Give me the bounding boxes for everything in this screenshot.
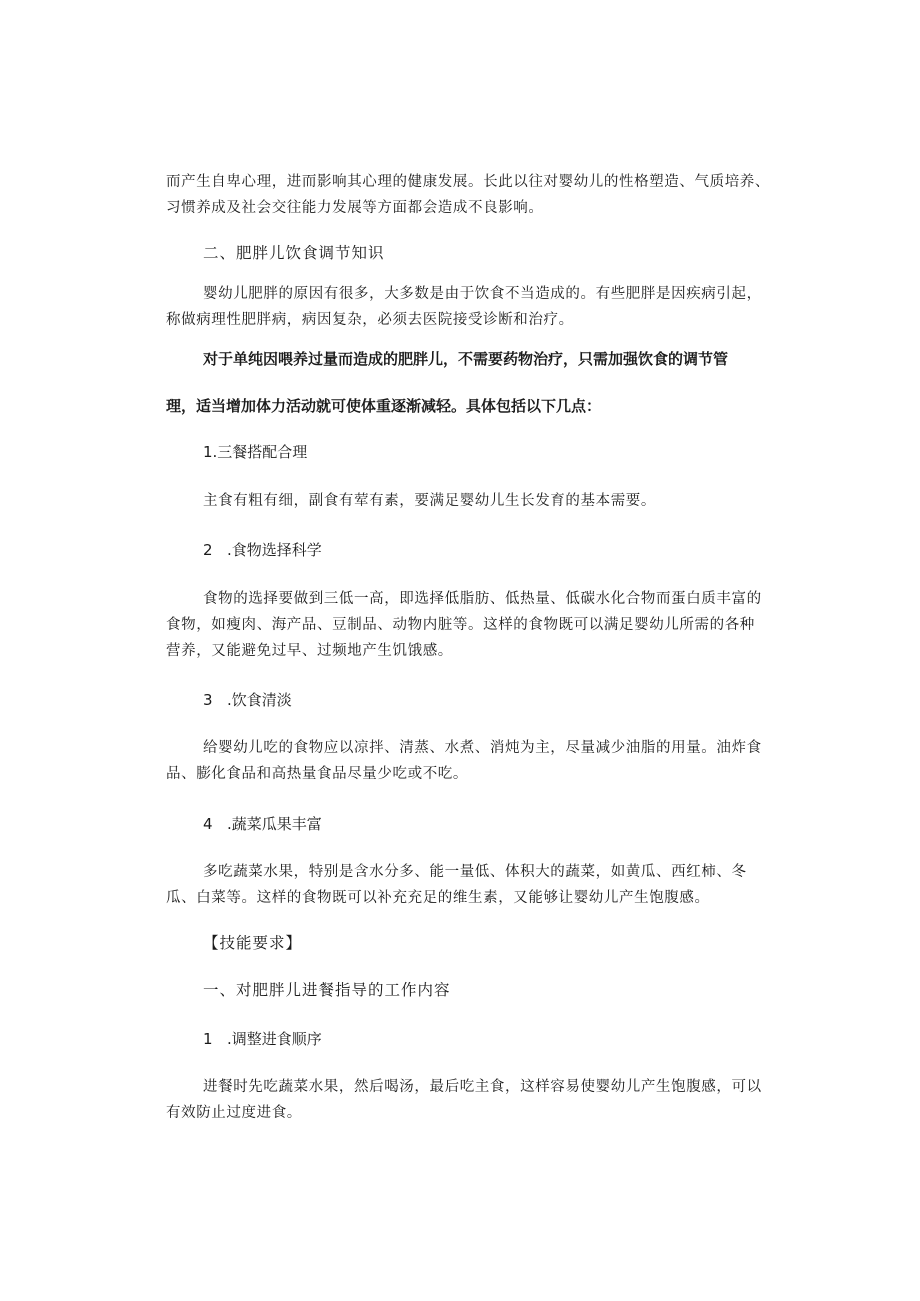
item-4-line-2: 瓜、白菜等。这样的食物既可以补充充足的维生素，又能够让婴幼儿产生饱腹感。 xyxy=(166,890,710,906)
skills-title: 【技能要求】 xyxy=(203,934,303,952)
intro-line-1: 而产生自卑心理，进而影响其心理的健康发展。长此以往对婴幼儿的性格塑造、气质培养、 xyxy=(166,174,770,190)
item-1-heading: 1.三餐搭配合理 xyxy=(203,443,308,461)
item-4-number: 4 xyxy=(203,815,213,833)
skill-1-line-2: 有效防止过度进食。 xyxy=(166,1105,302,1121)
item-4-heading xyxy=(203,814,322,834)
item-3-number: 3 xyxy=(203,691,213,709)
simple-obesity-line-1: 对于单纯因喂养过量而造成的肥胖儿，不需要药物治疗，只需加强饮食的调节管 xyxy=(203,350,729,368)
item-4-line-1: 多吃蔬菜水果，特别是含水分多、能一量低、体积大的蔬菜，如黄瓜、西红柿、冬 xyxy=(203,864,747,880)
item-2-heading xyxy=(203,540,322,560)
cause-line-2: 称做病理性肥胖病，病因复杂，必须去医院接受诊断和治疗。 xyxy=(166,312,574,328)
skill-1-line-1: 进餐时先吃蔬菜水果，然后喝汤，最后吃主食，这样容易使婴幼儿产生饱腹感，可以 xyxy=(203,1079,762,1095)
skill-1-title: .调整进食顺序 xyxy=(227,1030,322,1048)
item-2-number: 2 xyxy=(203,541,213,559)
item-3-title: .饮食清淡 xyxy=(227,691,292,709)
section-2-title: 二、肥胖儿饮食调节知识 xyxy=(203,244,385,262)
item-2-line-2: 食物，如瘦肉、海产品、豆制品、动物内脏等。这样的食物既可以满足婴幼儿所需的各种 xyxy=(166,617,755,633)
skill-1-heading xyxy=(203,1029,322,1049)
intro-line-2: 习惯养成及社会交往能力发展等方面都会造成不良影响。 xyxy=(166,200,544,216)
item-2-line-3: 营养，又能避免过早、过频地产生饥饿感。 xyxy=(166,643,453,659)
item-1-line-1: 主食有粗有细，副食有荤有素，要满足婴幼儿生长发育的基本需要。 xyxy=(203,493,656,509)
item-2-line-1: 食物的选择要做到三低一高，即选择低脂肪、低热量、低碳水化合物而蛋白质丰富的 xyxy=(203,591,762,607)
item-3-heading xyxy=(203,690,292,710)
item-2-title: .食物选择科学 xyxy=(227,541,322,559)
item-3-line-2: 品、膨化食品和高热量食品尽量少吃或不吃。 xyxy=(166,766,468,782)
skills-section-1-title: 一、对肥胖儿进餐指导的工作内容 xyxy=(203,981,451,999)
item-3-line-1: 给婴幼儿吃的食物应以凉拌、清蒸、水煮、消炖为主，尽量减少油脂的用量。油炸食 xyxy=(203,740,762,756)
item-4-title: .蔬菜瓜果丰富 xyxy=(227,815,322,833)
simple-obesity-line-2: 理，适当增加体力活动就可使体重逐渐减轻。具体包括以下几点： xyxy=(166,397,602,415)
cause-line-1: 婴幼儿肥胖的原因有很多，大多数是由于饮食不当造成的。有些肥胖是因疾病引起， xyxy=(203,286,762,302)
skill-1-number: 1 xyxy=(203,1030,213,1048)
